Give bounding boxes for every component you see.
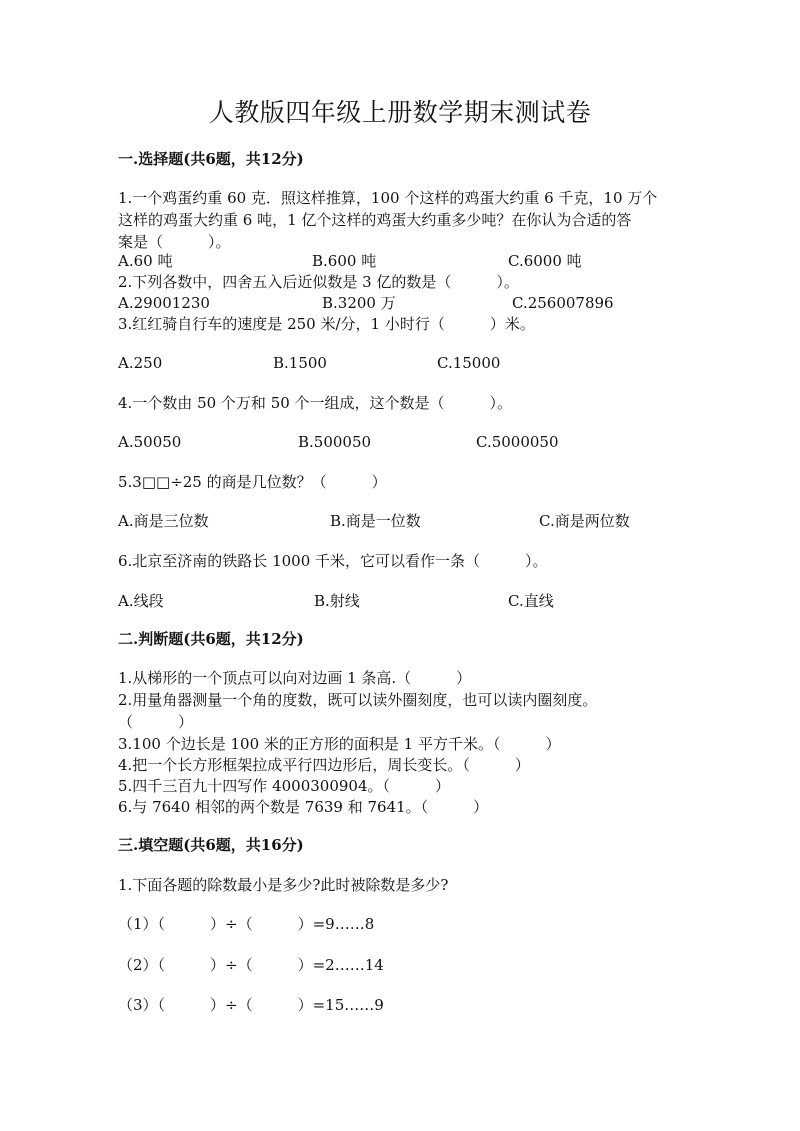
option-b: B.1500 [273, 354, 327, 372]
question-text: 3.红红骑自行车的速度是 250 米/分，1 小时行（ ）米。 [118, 315, 535, 333]
question-text: 1.下面各题的除数最小是多少?此时被除数是多少? [118, 876, 449, 894]
question-text: 3.100 个边长是 100 米的正方形的面积是 1 平方千米。（ ） [118, 735, 561, 753]
question-text: 案是（ ）。 [118, 233, 231, 251]
question-text: 4.把一个长方形框架拉成平行四边形后，周长变长。（ ） [118, 756, 530, 774]
question-text: 4.一个数由 50 个万和 50 个一组成，这个数是（ ）。 [118, 394, 513, 412]
option-b: B.3200 万 [322, 294, 396, 312]
option-c: C.直线 [508, 592, 554, 610]
option-a: A.29001230 [118, 294, 210, 312]
option-c: C.6000 吨 [508, 252, 582, 270]
question-text: 2.用量角器测量一个角的度数，既可以读外圈刻度，也可以读内圈刻度。 [118, 691, 598, 709]
option-a: A.50050 [118, 433, 182, 451]
fill-row: （1）（ ）÷（ ）=9……8 [118, 915, 375, 933]
fill-row: （2）（ ）÷（ ）=2……14 [118, 956, 384, 974]
option-a: A.线段 [118, 592, 164, 610]
option-b: B.射线 [314, 592, 360, 610]
page-title: 人教版四年级上册数学期末测试卷 [208, 98, 592, 127]
section-heading-fill: 三.填空题(共6题，共16分) [118, 836, 304, 854]
question-text: 6.北京至济南的铁路长 1000 千米，它可以看作一条（ ）。 [118, 552, 548, 570]
option-c: C.5000050 [476, 433, 559, 451]
section-heading-choice: 一.选择题(共6题，共12分) [118, 150, 304, 168]
option-a: A.商是三位数 [118, 512, 209, 530]
option-c: C.15000 [437, 354, 501, 372]
option-b: B.商是一位数 [330, 512, 421, 530]
question-text: 1.一个鸡蛋约重 60 克．照这样推算，100 个这样的鸡蛋大约重 6 千克，10 万个 [118, 189, 658, 207]
section-heading-judgement: 二.判断题(共6题，共12分) [118, 630, 304, 648]
question-text: 5.四千三百九十四写作 4000300904。（ ） [118, 777, 451, 795]
question-text: 2.下列各数中，四舍五入后近似数是 3 亿的数是（ ）。 [118, 273, 519, 291]
question-text: 这样的鸡蛋大约重 6 吨，1 亿个这样的鸡蛋大约重多少吨？在你认为合适的答 [118, 211, 632, 229]
option-c: C.256007896 [512, 294, 614, 312]
option-a: A.60 吨 [118, 252, 173, 270]
option-a: A.250 [118, 354, 163, 372]
option-c: C.商是两位数 [539, 512, 630, 530]
option-b: B.500050 [298, 433, 372, 451]
option-b: B.600 吨 [312, 252, 377, 270]
question-text: 5.3□□÷25 的商是几位数？（ ） [118, 473, 387, 491]
question-text: 1.从梯形的一个顶点可以向对边画 1 条高.（ ） [118, 669, 472, 687]
question-text: （ ） [118, 713, 194, 731]
question-text: 6.与 7640 相邻的两个数是 7639 和 7641。（ ） [118, 798, 489, 816]
fill-row: （3）（ ）÷（ ）=15……9 [118, 996, 384, 1014]
